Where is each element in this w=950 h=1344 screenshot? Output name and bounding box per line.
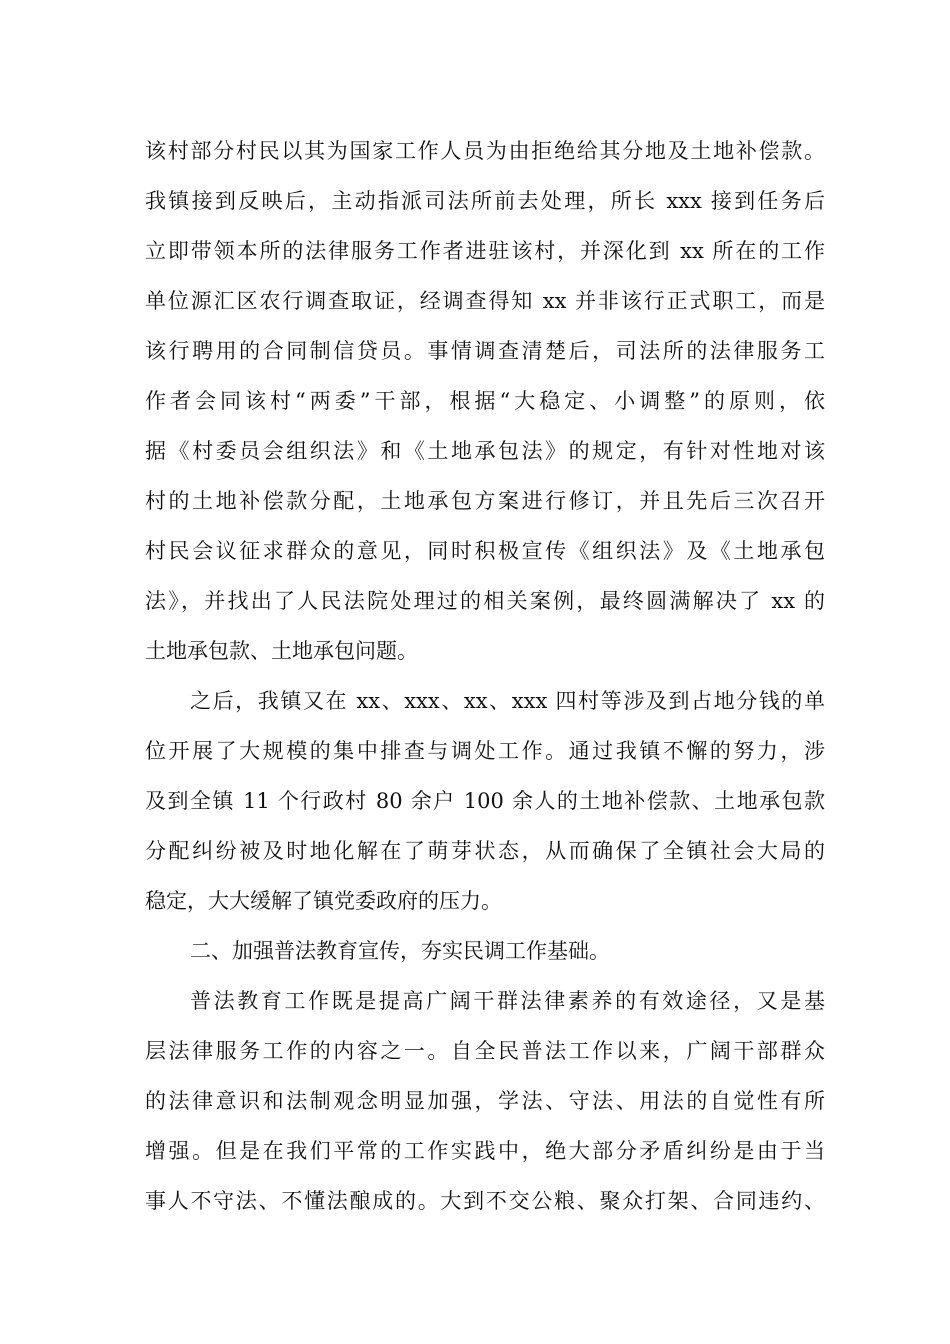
text-line: 事人不守法、不懂法酿成的。大到不交公粮、聚众打架、合同违约、 [145,1189,825,1213]
text-line: 立即带领本所的法律服务工作者进驻该村，并深化到 xx 所在的工作 [145,239,825,263]
text-line: 单位源汇区农行调查取证，经调查得知 xx 并非该行正式职工，而是 [145,289,825,313]
text-line: 作者会同该村“两委”干部，根据“大稳定、小调整”的原则，依 [145,389,825,413]
text-line: 村的土地补偿款分配，土地承包方案进行修订，并且先后三次召开 [145,489,825,513]
text-line: 该村部分村民以其为国家工作人员为由拒绝给其分地及土地补偿款。 [145,139,825,163]
text-line: 层法律服务工作的内容之一。自全民普法工作以来，广阔干部群众 [145,1039,825,1063]
text-line: 及到全镇 11 个行政村 80 余户 100 余人的土地补偿款、土地承包款 [145,789,825,813]
text-line: 我镇接到反映后，主动指派司法所前去处理，所长 xxx 接到任务后 [145,189,825,213]
section-heading: 二、加强普法教育宣传，夯实民调工作基础。 [190,939,610,963]
text-line: 的法律意识和法制观念明显加强，学法、守法、用法的自觉性有所 [145,1089,825,1113]
paragraph-first-line: 之后，我镇又在 xx、xxx、xx、xxx 四村等涉及到占地分钱的单 [190,689,825,713]
text-line: 村民会议征求群众的意见，同时积极宣传《组织法》及《土地承包 [145,539,825,563]
text-line: 稳定，大大缓解了镇党委政府的压力。 [145,889,502,913]
text-line: 位开展了大规模的集中排查与调处工作。通过我镇不懈的努力，涉 [145,739,825,763]
paragraph-first-line: 普法教育工作既是提高广阔干群法律素养的有效途径，又是基 [190,989,825,1013]
text-line: 土地承包款、土地承包问题。 [145,639,418,663]
text-line: 法》，并找出了人民法院处理过的相关案例，最终圆满解决了 xx 的 [145,589,825,613]
text-line: 该行聘用的合同制信贷员。事情调查清楚后，司法所的法律服务工 [145,339,825,363]
text-line: 增强。但是在我们平常的工作实践中，绝大部分矛盾纠纷是由于当 [145,1139,825,1163]
text-line: 据《村委员会组织法》和《土地承包法》的规定，有针对性地对该 [145,439,825,463]
text-line: 分配纠纷被及时地化解在了萌芽状态，从而确保了全镇社会大局的 [145,839,825,863]
